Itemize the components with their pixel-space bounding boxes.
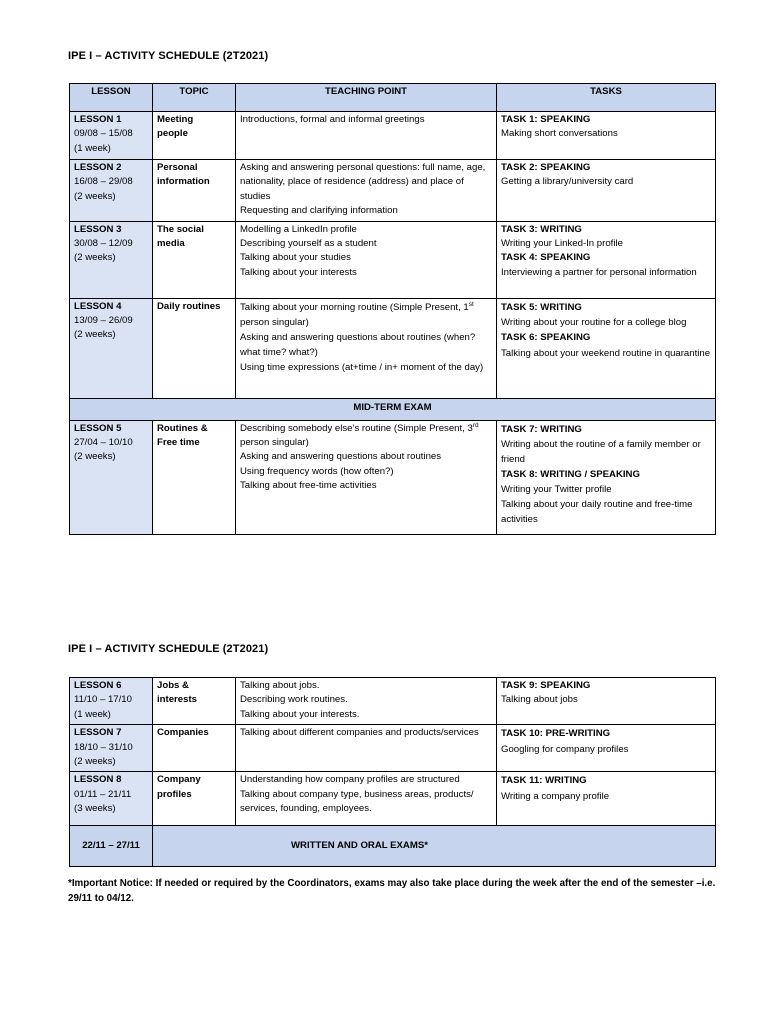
topic-line: Companies [157,727,209,739]
teaching-point: Talking about your studies [240,252,351,264]
tasks-cell [497,678,716,725]
exam-label: WRITTEN AND ORAL EXAMS* [153,826,716,867]
lesson-name: LESSON 8 [74,774,122,786]
teaching-point: Using time expressions (at+time / in+ moment of the day) [240,362,484,374]
teaching-point [240,300,492,330]
teaching-point: Asking and answering questions about routines (when? what time? what?) [240,332,476,359]
topic-line: Meeting [157,114,194,125]
page-title-repeat: IPE I – ACTIVITY SCHEDULE (2T2021) [68,643,269,655]
topic-line: people [157,128,188,140]
topic-line: Personal [157,162,198,173]
header-row [70,84,716,112]
teaching-point: Understanding how company profiles are structured [240,774,460,786]
teaching-point: Requesting and clarifying information [240,205,398,217]
task-desc: Googling for company profiles [501,743,629,755]
lesson-dates: 13/09 – 26/09 [74,315,133,327]
point-superscript: rd [472,421,479,429]
task-desc: Getting a library/university card [501,176,634,188]
lesson-cell [70,221,153,298]
midterm-label: MID-TERM EXAM [70,398,716,420]
lesson-cell [70,160,153,222]
teaching-point: Describing work routines. [240,694,348,706]
lesson-cell [70,772,153,826]
topic-cell [153,678,236,725]
lesson-name: LESSON 7 [74,727,122,739]
task-label: TASK 2: SPEAKING [501,162,591,173]
lesson-dates: 18/10 – 31/10 [74,741,133,753]
lesson-duration: (2 weeks) [74,252,116,264]
task-desc: Making short conversations [501,128,618,140]
lesson-dates: 11/10 – 17/10 [74,694,132,706]
topic-cell [153,160,236,222]
header-topic: TOPIC [153,84,236,112]
lesson-duration: (1 week) [74,142,111,154]
teaching-point-cell [236,772,497,826]
teaching-point: Asking and answering questions about routines [240,451,442,463]
schedule-table [69,83,716,535]
exam-dates: 22/11 – 27/11 [70,826,153,867]
table-row [70,112,716,160]
teaching-point: Talking about jobs. [240,680,320,691]
teaching-point [240,422,492,451]
lesson-cell [70,298,153,398]
task-label: TASK 6: SPEAKING [501,332,591,344]
tasks-cell [497,725,716,772]
header-tasks: TASKS [497,84,716,112]
tasks-cell [497,112,716,160]
lesson-dates: 16/08 – 29/08 [74,176,133,188]
topic-line: profiles [157,788,192,800]
teaching-point: Talking about different companies and products/services [240,727,479,739]
lesson-duration: (1 week) [74,708,111,720]
task-label: TASK 10: PRE-WRITING [501,728,611,740]
lesson-dates: 09/08 – 15/08 [74,128,133,140]
teaching-point-cell [236,725,497,772]
topic-cell [153,420,236,534]
task-desc: Writing about your routine for a college blog [501,317,687,329]
lesson-name: LESSON 5 [74,422,122,434]
teaching-point: Describing yourself as a student [240,238,377,250]
header-lesson: LESSON [70,84,153,112]
lesson-dates: 27/04 – 10/10 [74,437,133,449]
teaching-point-cell [236,221,497,298]
task-label: TASK 4: SPEAKING [501,252,591,264]
task-desc: Talking about your daily routine and free-time activities [501,498,693,525]
lesson-cell [70,420,153,534]
task-label: TASK 5: WRITING [501,301,582,313]
lesson-duration: (2 weeks) [74,756,116,768]
midterm-row [70,398,716,420]
topic-cell [153,298,236,398]
lesson-name: LESSON 4 [74,300,122,312]
point-text: Talking about your morning routine (Simple Present, 1 [240,301,469,313]
task-desc: Writing a company profile [501,790,610,802]
teaching-point-cell [236,420,497,534]
topic-line: The social [157,223,204,235]
task-label: TASK 3: WRITING [501,223,582,235]
lesson-cell [70,112,153,160]
teaching-point-cell [236,160,497,222]
lesson-name: LESSON 1 [74,114,122,125]
tasks-cell [497,221,716,298]
teaching-point: Introductions, formal and informal greetings [240,114,425,125]
tasks-cell [497,160,716,222]
point-text: person singular) [240,316,309,328]
table-row [70,160,716,222]
topic-line: Routines & [157,422,208,434]
point-text: Describing somebody else’s routine (Simple Present, 3 [240,422,473,434]
teaching-point-cell [236,298,497,398]
lesson-duration: (2 weeks) [74,329,116,341]
topic-line: information [157,176,210,188]
table-row [70,772,716,826]
teaching-point: Talking about your interests. [240,708,360,720]
lesson-name: LESSON 6 [74,680,122,691]
lesson-duration: (2 weeks) [74,190,116,202]
teaching-point-cell [236,678,497,725]
teaching-point: Talking about free-time activities [240,480,377,492]
teaching-point-cell [236,112,497,160]
task-desc: Interviewing a partner for personal information [501,266,697,278]
teaching-point: Asking and answering personal questions: full name, age, nationality, place of residence (address) and place of studies [240,162,486,202]
task-desc: Writing your Twitter profile [501,483,612,495]
topic-line: Daily routines [157,300,221,312]
table-row [70,221,716,298]
tasks-cell [497,772,716,826]
exam-row [70,826,716,867]
topic-cell [153,112,236,160]
lesson-dates: 01/11 – 21/11 [74,788,132,800]
lesson-duration: (3 weeks) [74,803,116,815]
teaching-point: Modelling a LinkedIn profile [240,223,357,235]
lesson-cell [70,725,153,772]
schedule-table-continued [69,677,716,867]
task-label: TASK 9: SPEAKING [501,680,591,691]
topic-cell [153,725,236,772]
task-label: TASK 1: SPEAKING [501,114,591,125]
topic-cell [153,772,236,826]
lesson-name: LESSON 3 [74,223,122,235]
topic-line: Free time [157,437,200,449]
task-desc: Writing your Linked-In profile [501,238,623,250]
task-label: TASK 8: WRITING / SPEAKING [501,468,640,480]
table-row [70,298,716,398]
teaching-point: Talking about your interests [240,266,357,278]
important-notice: *Important Notice: If needed or required by the Coordinators, exams may also take place during the week after the end of the semester –i.e. 29/11 to 04/12. [68,878,716,904]
lesson-name: LESSON 2 [74,162,122,173]
point-superscript: st [468,300,474,308]
topic-line: Company [157,774,201,786]
lesson-duration: (2 weeks) [74,451,116,463]
lesson-cell [70,678,153,725]
lesson-dates: 30/08 – 12/09 [74,238,133,250]
task-label: TASK 7: WRITING [501,423,582,435]
tasks-cell [497,298,716,398]
teaching-point: Talking about company type, business areas, products/ services, founding, employees. [240,788,474,815]
header-teaching-point: TEACHING POINT [236,84,497,112]
task-desc: Talking about jobs [501,694,578,706]
topic-cell [153,221,236,298]
table-row [70,420,716,534]
topic-line: Jobs & [157,680,189,691]
topic-line: media [157,238,185,250]
teaching-point: Using frequency words (how often?) [240,465,394,477]
tasks-cell [497,420,716,534]
task-desc: Writing about the routine of a family member or friend [501,438,701,465]
table-row [70,678,716,725]
point-text: person singular) [240,437,309,449]
page-title: IPE I – ACTIVITY SCHEDULE (2T2021) [68,50,269,62]
task-desc: Talking about your weekend routine in quarantine [501,347,711,359]
topic-line: interests [157,694,197,706]
table-row [70,725,716,772]
task-label: TASK 11: WRITING [501,775,587,787]
